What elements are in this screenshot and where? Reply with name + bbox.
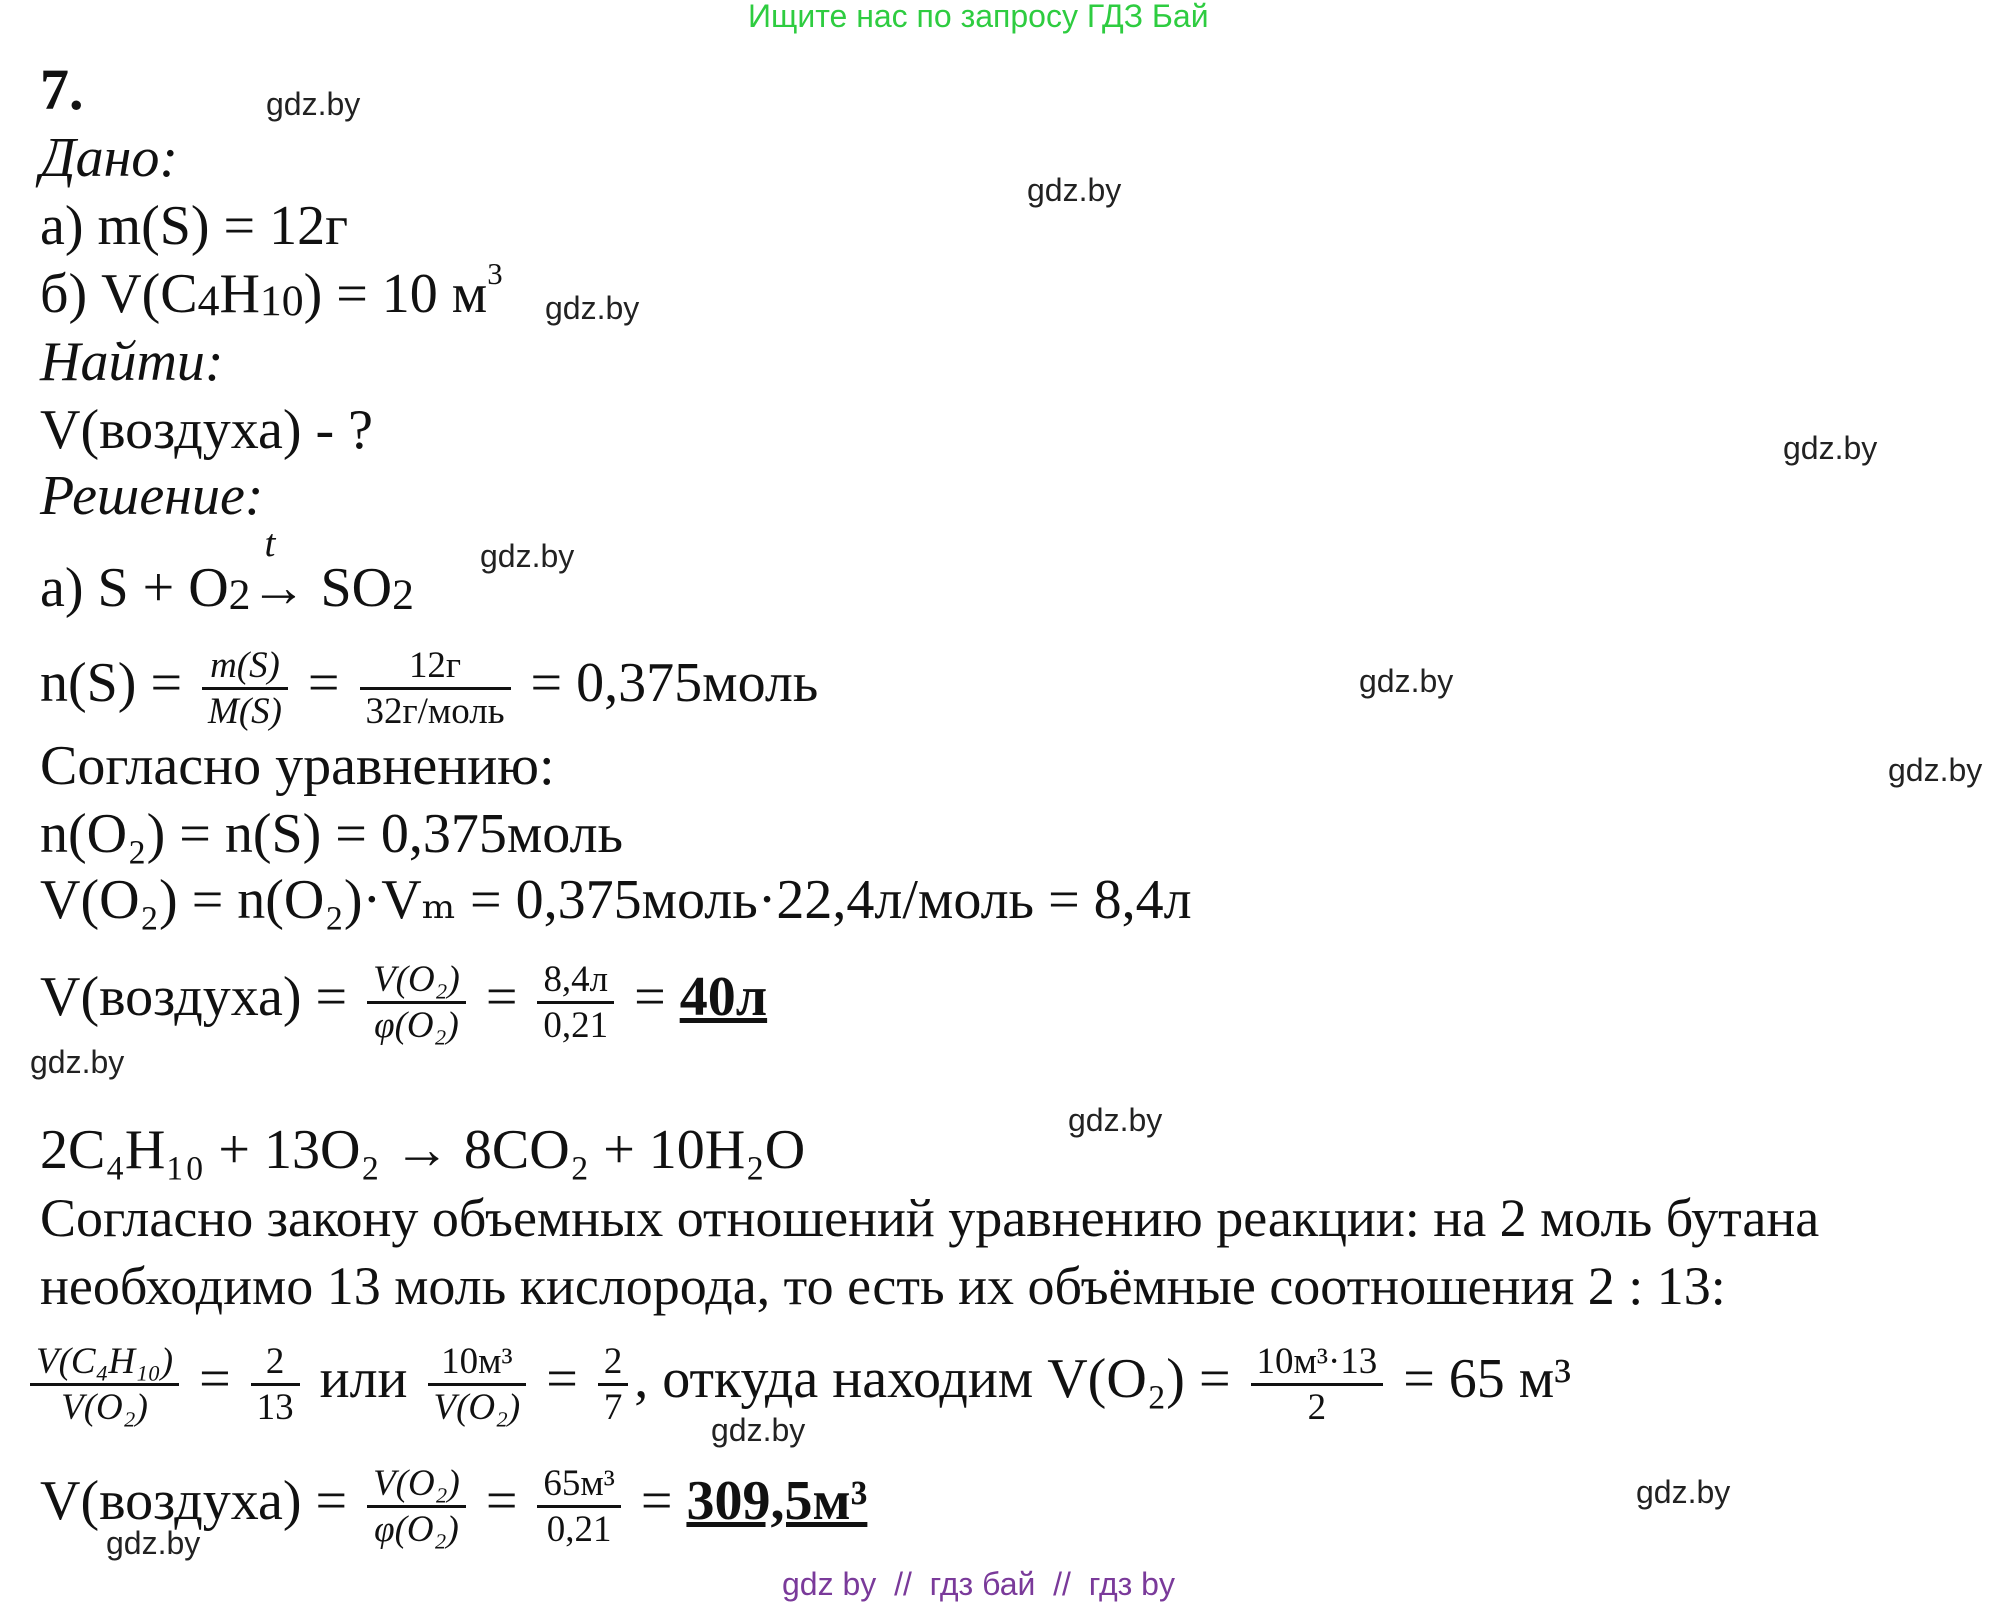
equals: = bbox=[485, 1469, 518, 1532]
watermark: gdz.by bbox=[711, 1412, 806, 1448]
equals: = bbox=[634, 965, 666, 1028]
according-text: Согласно уравнению: bbox=[40, 735, 555, 797]
fraction-2-7 bbox=[598, 1340, 628, 1428]
watermark: gdz.by bbox=[1068, 1102, 1163, 1138]
frac-num: m(S) bbox=[202, 644, 288, 690]
frac-num: V(O₂) bbox=[367, 958, 466, 1004]
reaction-a bbox=[40, 522, 414, 624]
equals: = bbox=[199, 1347, 231, 1410]
given-b-sup: 3 bbox=[487, 257, 503, 292]
or-text: или bbox=[319, 1347, 408, 1410]
reaction-a-sub2: 2 bbox=[392, 571, 414, 620]
equals: = bbox=[546, 1347, 578, 1410]
answer-b: 309,5м³ bbox=[686, 1469, 868, 1532]
law-line-1: Согласно закону объемных отношений уравнению реакции: на 2 моль бутана bbox=[40, 1188, 1820, 1248]
fraction-10m3-vo2 bbox=[428, 1340, 527, 1428]
frac-den: M(S) bbox=[208, 689, 282, 731]
law-line-2: необходимо 13 моль кислорода, то есть их объёмные соотношения 2 : 13: bbox=[40, 1256, 1726, 1316]
find-text: V(воздуха) - ? bbox=[40, 399, 374, 461]
watermark: gdz.by bbox=[1027, 172, 1122, 208]
n-result: = 0,375моль bbox=[530, 651, 819, 714]
footer-links[interactable]: gdz by // гдз бай // гдз by bbox=[782, 1566, 1175, 1602]
given-b-mid: H bbox=[219, 263, 260, 325]
watermark: gdz.by bbox=[106, 1525, 201, 1561]
n-s-formula bbox=[40, 644, 818, 732]
frac-den: V(O₂) bbox=[61, 1385, 148, 1427]
v-o2-equation: V(O₂) = n(O₂)·Vₘ = 0,375моль·22,4л/моль = 8,4л bbox=[40, 869, 1192, 931]
watermark: gdz.by bbox=[480, 538, 575, 574]
watermark: gdz.by bbox=[1888, 752, 1983, 788]
given-b-post: ) = 10 м bbox=[303, 263, 488, 325]
frac-num: 65м³ bbox=[537, 1462, 620, 1508]
frac-den: 0,21 bbox=[546, 1507, 612, 1549]
equals: = bbox=[640, 1469, 673, 1532]
fraction-vo2-phi bbox=[367, 1462, 466, 1550]
watermark: gdz.by bbox=[545, 290, 640, 326]
fraction-84-021 bbox=[537, 958, 614, 1046]
n-lhs: n(S) = bbox=[40, 651, 183, 714]
frac-den: φ(O₂) bbox=[374, 1003, 459, 1045]
reaction-a-sub1: 2 bbox=[228, 571, 251, 620]
header-search-hint: Ищите нас по запросу ГДЗ Бай bbox=[748, 0, 1209, 34]
frac-num: 2 bbox=[251, 1340, 300, 1386]
given-label: Дано: bbox=[40, 127, 179, 189]
task-number: 7. bbox=[40, 57, 84, 122]
find-label: Найти: bbox=[40, 331, 224, 393]
answer-a: 40л bbox=[679, 965, 768, 1028]
v-air-lhs: V(воздуха) = bbox=[40, 965, 348, 1028]
equals: = bbox=[307, 651, 340, 714]
v-air-a bbox=[40, 958, 767, 1046]
frac-num: 8,4л bbox=[537, 958, 614, 1004]
reaction-b: 2C₄H₁₀ + 13O₂ → 8CO₂ + 10H₂O bbox=[40, 1119, 806, 1181]
equals: = bbox=[485, 965, 518, 1028]
watermark: gdz.by bbox=[30, 1044, 125, 1080]
ratio-text: , откуда находим V(O₂) = bbox=[634, 1347, 1231, 1410]
ratio-result: = 65 м³ bbox=[1403, 1347, 1572, 1410]
v-air-lhs: V(воздуха) = bbox=[40, 1469, 348, 1532]
frac-num: 12г bbox=[360, 644, 511, 690]
watermark: gdz.by bbox=[266, 86, 361, 122]
fraction-m-over-M bbox=[202, 644, 288, 732]
fraction-vc4h10-vo2 bbox=[30, 1340, 179, 1428]
given-a: а) m(S) = 12г bbox=[40, 195, 349, 257]
given-b-pre: б) V(C bbox=[40, 263, 198, 325]
frac-num: V(C₄H₁₀) bbox=[30, 1340, 179, 1386]
reaction-arrow bbox=[250, 522, 393, 620]
reaction-a-pre: а) S + O bbox=[40, 557, 229, 619]
n-o2-equation: n(O₂) = n(S) = 0,375моль bbox=[40, 803, 624, 865]
fraction-10m3x13-2 bbox=[1251, 1340, 1384, 1428]
watermark: gdz.by bbox=[1636, 1474, 1731, 1510]
frac-den: φ(O₂) bbox=[374, 1507, 459, 1549]
frac-num: V(O₂) bbox=[367, 1462, 466, 1508]
frac-den: 2 bbox=[1307, 1385, 1327, 1427]
given-b-sub1: 4 bbox=[197, 277, 220, 326]
solution-label: Решение: bbox=[40, 465, 264, 527]
given-b bbox=[40, 257, 503, 334]
frac-den: 0,21 bbox=[543, 1003, 609, 1045]
frac-den: 13 bbox=[256, 1385, 294, 1427]
arrow-label: t bbox=[264, 522, 276, 565]
frac-num: 10м³·13 bbox=[1251, 1340, 1384, 1386]
fraction-vo2-phi bbox=[367, 958, 466, 1046]
watermark: gdz.by bbox=[1783, 430, 1878, 466]
frac-den: 7 bbox=[603, 1385, 623, 1427]
frac-num: 2 bbox=[598, 1340, 628, 1386]
ratio-line bbox=[30, 1340, 1571, 1428]
reaction-a-post: → SO bbox=[250, 557, 393, 619]
watermark: gdz.by bbox=[1359, 663, 1454, 699]
frac-num: 10м³ bbox=[428, 1340, 527, 1386]
given-b-sub2: 10 bbox=[259, 277, 304, 326]
frac-den: 32г/моль bbox=[365, 689, 505, 731]
v-air-b bbox=[40, 1462, 867, 1550]
fraction-12-over-32 bbox=[360, 644, 511, 732]
fraction-2-13 bbox=[251, 1340, 300, 1428]
fraction-65m3-021 bbox=[537, 1462, 620, 1550]
frac-den: V(O₂) bbox=[433, 1385, 521, 1427]
